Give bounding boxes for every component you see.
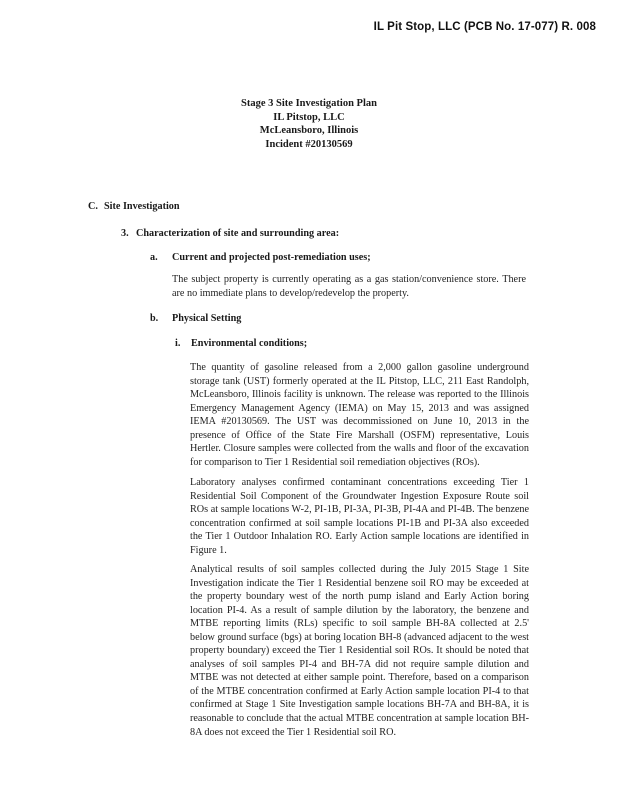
section-c-number: C. — [88, 201, 98, 212]
item-3-number: 3. — [121, 228, 129, 239]
section-c-heading — [88, 201, 180, 212]
section-c-title: Site Investigation — [104, 201, 180, 212]
item-b-number: b. — [150, 313, 159, 324]
item-i-heading — [175, 338, 307, 349]
header-company: IL Pitstop, LLC — [273, 111, 345, 123]
environmental-paragraph-2: Laboratory analyses confirmed contaminant concentrations exceeding Tier 1 Residential Soil Component of the Groundwater Ingestion Exposure Route soil ROs at sample locations W-2, PI-1B, PI-3A, PI-3B, PI-4A and PI-4B. The benzene concentration confirmed at soil sample locations PI-1B and PI-3A also exceeded the Tier 1 Outdoor Inhalation RO. Early Action sample locations are identified in Figure 1. — [190, 477, 529, 556]
header-location: McLeansboro, Illinois — [259, 125, 359, 136]
header-incident: Incident #20130569 — [265, 138, 353, 150]
item-3-title: Characterization of site and surrounding area: — [136, 228, 340, 239]
item-a-title: Current and projected post-remediation uses; — [172, 252, 371, 263]
item-a-number: a. — [150, 252, 158, 263]
exhibit-stamp: IL Pit Stop, LLC (PCB No. 17-077) R. 008 — [373, 21, 596, 33]
item-a-body: The subject property is currently operating as a gas station/convenience store. There are no immediate plans to develop/redevelop the property. — [172, 274, 526, 299]
item-b-title: Physical Setting — [172, 313, 242, 324]
environmental-paragraph-1: The quantity of gasoline released from a 2,000 gallon gasoline underground storage tank (UST) formerly operated at the IL Pitstop, LLC, 211 East Randolph, McLeansboro, Illinois facility is unknown. The release was reported to the Illinois Emergency Management Agency (IEMA) on May 15, 2013 and was assigned IEMA #20130569. The UST was decommissioned on June 10, 2013 in the presence of Office of the State Fire Marshall (OSFM) representative, Louis Hertler. Closure samples were collected from the walls and floor of the excavation for comparison to Tier 1 Residential soil remediation objectives (ROs). — [190, 362, 529, 468]
item-b-heading — [150, 313, 241, 324]
item-a-heading — [150, 252, 371, 263]
item-3-heading — [121, 228, 339, 239]
header-title: Stage 3 Site Investigation Plan — [241, 98, 377, 109]
document-header — [0, 97, 618, 151]
item-i-title: Environmental conditions; — [191, 338, 308, 349]
environmental-paragraph-3: Analytical results of soil samples collected during the July 2015 Stage 1 Site Investigation indicate the Tier 1 Residential benzene soil RO may be exceeded at the property boundary west of the north pump island and Early Action boring location PI-4. As a result of sample dilution by the laboratory, the benzene and MTBE reporting limits (RLs) specific to soil sample BH-8A collected at 2.5' below ground surface (bgs) at boring location BH-8 (advanced adjacent to the west property boundary) exceed the Tier 1 Residential soil ROs. It should be noted that analyses of soil samples PI-4 and BH-7A did not require sample dilution and MTBE was not detected at either sample point. Therefore, based on a comparison of the MTBE concentration confirmed at Early Action sample location PI-4 to that confirmed at Stage 1 Site Investigation sample locations BH-7A and BH-8A, it is reasonable to conclude that the actual MTBE concentration at sample location BH-8A does not exceed the Tier 1 Residential soil RO. — [190, 564, 529, 738]
item-i-number: i. — [175, 338, 181, 349]
